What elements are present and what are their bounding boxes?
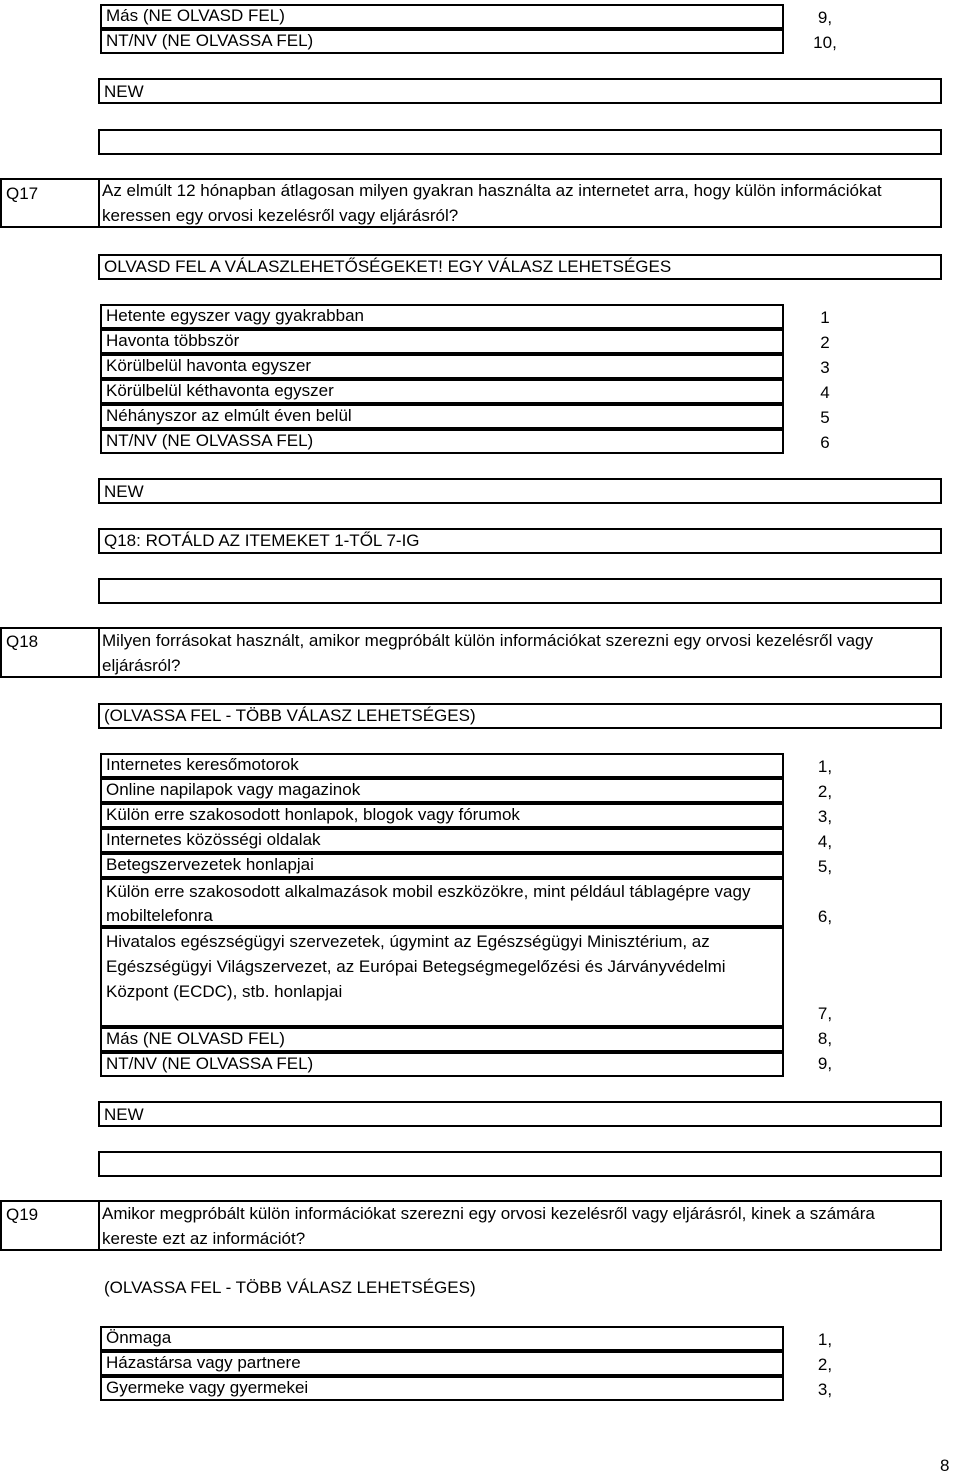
new-box — [98, 78, 942, 104]
option-label: Külön erre szakosodott alkalmazások mobil eszközökre, mint például táblagépre vagy mobiltelefonra — [106, 882, 751, 925]
option-row — [100, 803, 784, 828]
option-code: 3 — [820, 358, 830, 377]
question-id: Q18 — [6, 632, 39, 651]
option-label: Hetente egyszer vagy gyakrabban — [106, 306, 364, 325]
option-code: 7, — [817, 1004, 833, 1023]
option-code: 1, — [817, 1330, 833, 1349]
option-code: 1 — [820, 308, 830, 327]
instruction-box — [98, 254, 942, 280]
option-row — [100, 1376, 784, 1401]
option-row — [100, 753, 784, 778]
option-row — [100, 1052, 784, 1077]
option-code: 9, — [817, 1054, 833, 1073]
option-row — [100, 379, 784, 404]
new-box — [98, 478, 942, 504]
question-text: Milyen forrásokat használt, amikor megpróbált külön információkat szerezni egy orvosi kezelésről vagy eljárásról? — [102, 631, 874, 675]
option-code: 4, — [817, 832, 833, 851]
option-code: 10, — [813, 33, 837, 52]
option-code: 2, — [817, 782, 833, 801]
option-label: Internetes keresőmotorok — [106, 755, 299, 774]
option-label: Házastársa vagy partnere — [106, 1353, 301, 1372]
option-code: 2 — [820, 333, 830, 352]
option-row — [100, 828, 784, 853]
new-label: NEW — [104, 482, 144, 501]
option-row — [100, 429, 784, 454]
new-label: NEW — [104, 1105, 144, 1124]
option-row — [100, 304, 784, 329]
option-label: Más (NE OLVASD FEL) — [106, 1029, 285, 1048]
option-code: 9, — [817, 8, 833, 27]
question-id: Q19 — [6, 1205, 39, 1224]
option-row — [100, 329, 784, 354]
option-row — [100, 1027, 784, 1052]
option-row — [100, 778, 784, 803]
instruction-text: (OLVASSA FEL - TÖBB VÁLASZ LEHETSÉGES) — [104, 706, 476, 725]
option-row — [100, 1326, 784, 1351]
empty-box — [98, 1151, 942, 1177]
option-code: 3, — [817, 1380, 833, 1399]
option-label: Körülbelül kéthavonta egyszer — [106, 381, 334, 400]
option-label: NT/NV (NE OLVASSA FEL) — [106, 431, 314, 450]
option-label: Néhányszor az elmúlt éven belül — [106, 406, 352, 425]
option-code: 5, — [817, 857, 833, 876]
option-label: Külön erre szakosodott honlapok, blogok vagy fórumok — [106, 805, 520, 824]
option-label: Gyermeke vagy gyermekei — [106, 1378, 309, 1397]
option-row — [100, 354, 784, 379]
question-text: Az elmúlt 12 hónapban átlagosan milyen gyakran használta az internetet arra, hogy külön információkat keressen egy orvosi kezelésről vagy eljárásról? — [102, 181, 882, 225]
option-row — [100, 878, 784, 927]
divider — [98, 178, 100, 228]
option-code: 6 — [820, 433, 830, 452]
question-text: Amikor megpróbált külön információkat szerezni egy orvosi kezelésről vagy eljárásról, kinek a számára kereste ezt az információt? — [102, 1204, 875, 1248]
instruction-text: OLVASD FEL A VÁLASZLEHETŐSÉGEKET! EGY VÁLASZ LEHETSÉGES — [104, 257, 672, 276]
divider — [98, 1200, 100, 1251]
rotate-note-box — [98, 528, 942, 554]
option-code: 5 — [820, 408, 830, 427]
option-label: Más (NE OLVASD FEL) — [106, 6, 285, 25]
option-label: Körülbelül havonta egyszer — [106, 356, 312, 375]
empty-box — [98, 129, 942, 155]
option-label: Önmaga — [106, 1328, 172, 1347]
option-label: Hivatalos egészségügyi szervezetek, úgymint az Egészségügyi Minisztérium, az Egészségügyi Világszervezet, az Európai Betegségmegelőzési és Járványvédelmi Központ (ECDC), stb. honlapjai — [106, 932, 726, 1001]
option-label: NT/NV (NE OLVASSA FEL) — [106, 1054, 314, 1073]
option-code: 3, — [817, 807, 833, 826]
new-label: NEW — [104, 82, 144, 101]
option-row — [100, 404, 784, 429]
option-row — [100, 853, 784, 878]
question-id: Q17 — [6, 184, 39, 203]
rotate-note: Q18: ROTÁLD AZ ITEMEKET 1-TŐL 7-IG — [104, 531, 420, 550]
instruction-text: (OLVASSA FEL - TÖBB VÁLASZ LEHETSÉGES) — [104, 1278, 476, 1297]
instruction-box — [98, 703, 942, 729]
option-code: 8, — [817, 1029, 833, 1048]
empty-box — [98, 578, 942, 604]
option-row — [100, 4, 784, 29]
divider — [98, 627, 100, 678]
option-code: 2, — [817, 1355, 833, 1374]
option-label: Online napilapok vagy magazinok — [106, 780, 361, 799]
new-box — [98, 1101, 942, 1127]
option-row — [100, 29, 784, 54]
option-code: 1, — [817, 757, 833, 776]
option-code: 4 — [820, 383, 830, 402]
page-number: 8 — [940, 1456, 950, 1475]
option-label: Internetes közösségi oldalak — [106, 830, 321, 849]
option-label: Havonta többször — [106, 331, 240, 350]
option-code: 6, — [817, 907, 833, 926]
option-row — [100, 1351, 784, 1376]
option-label: NT/NV (NE OLVASSA FEL) — [106, 31, 314, 50]
option-label: Betegszervezetek honlapjai — [106, 855, 314, 874]
option-row — [100, 927, 784, 1027]
